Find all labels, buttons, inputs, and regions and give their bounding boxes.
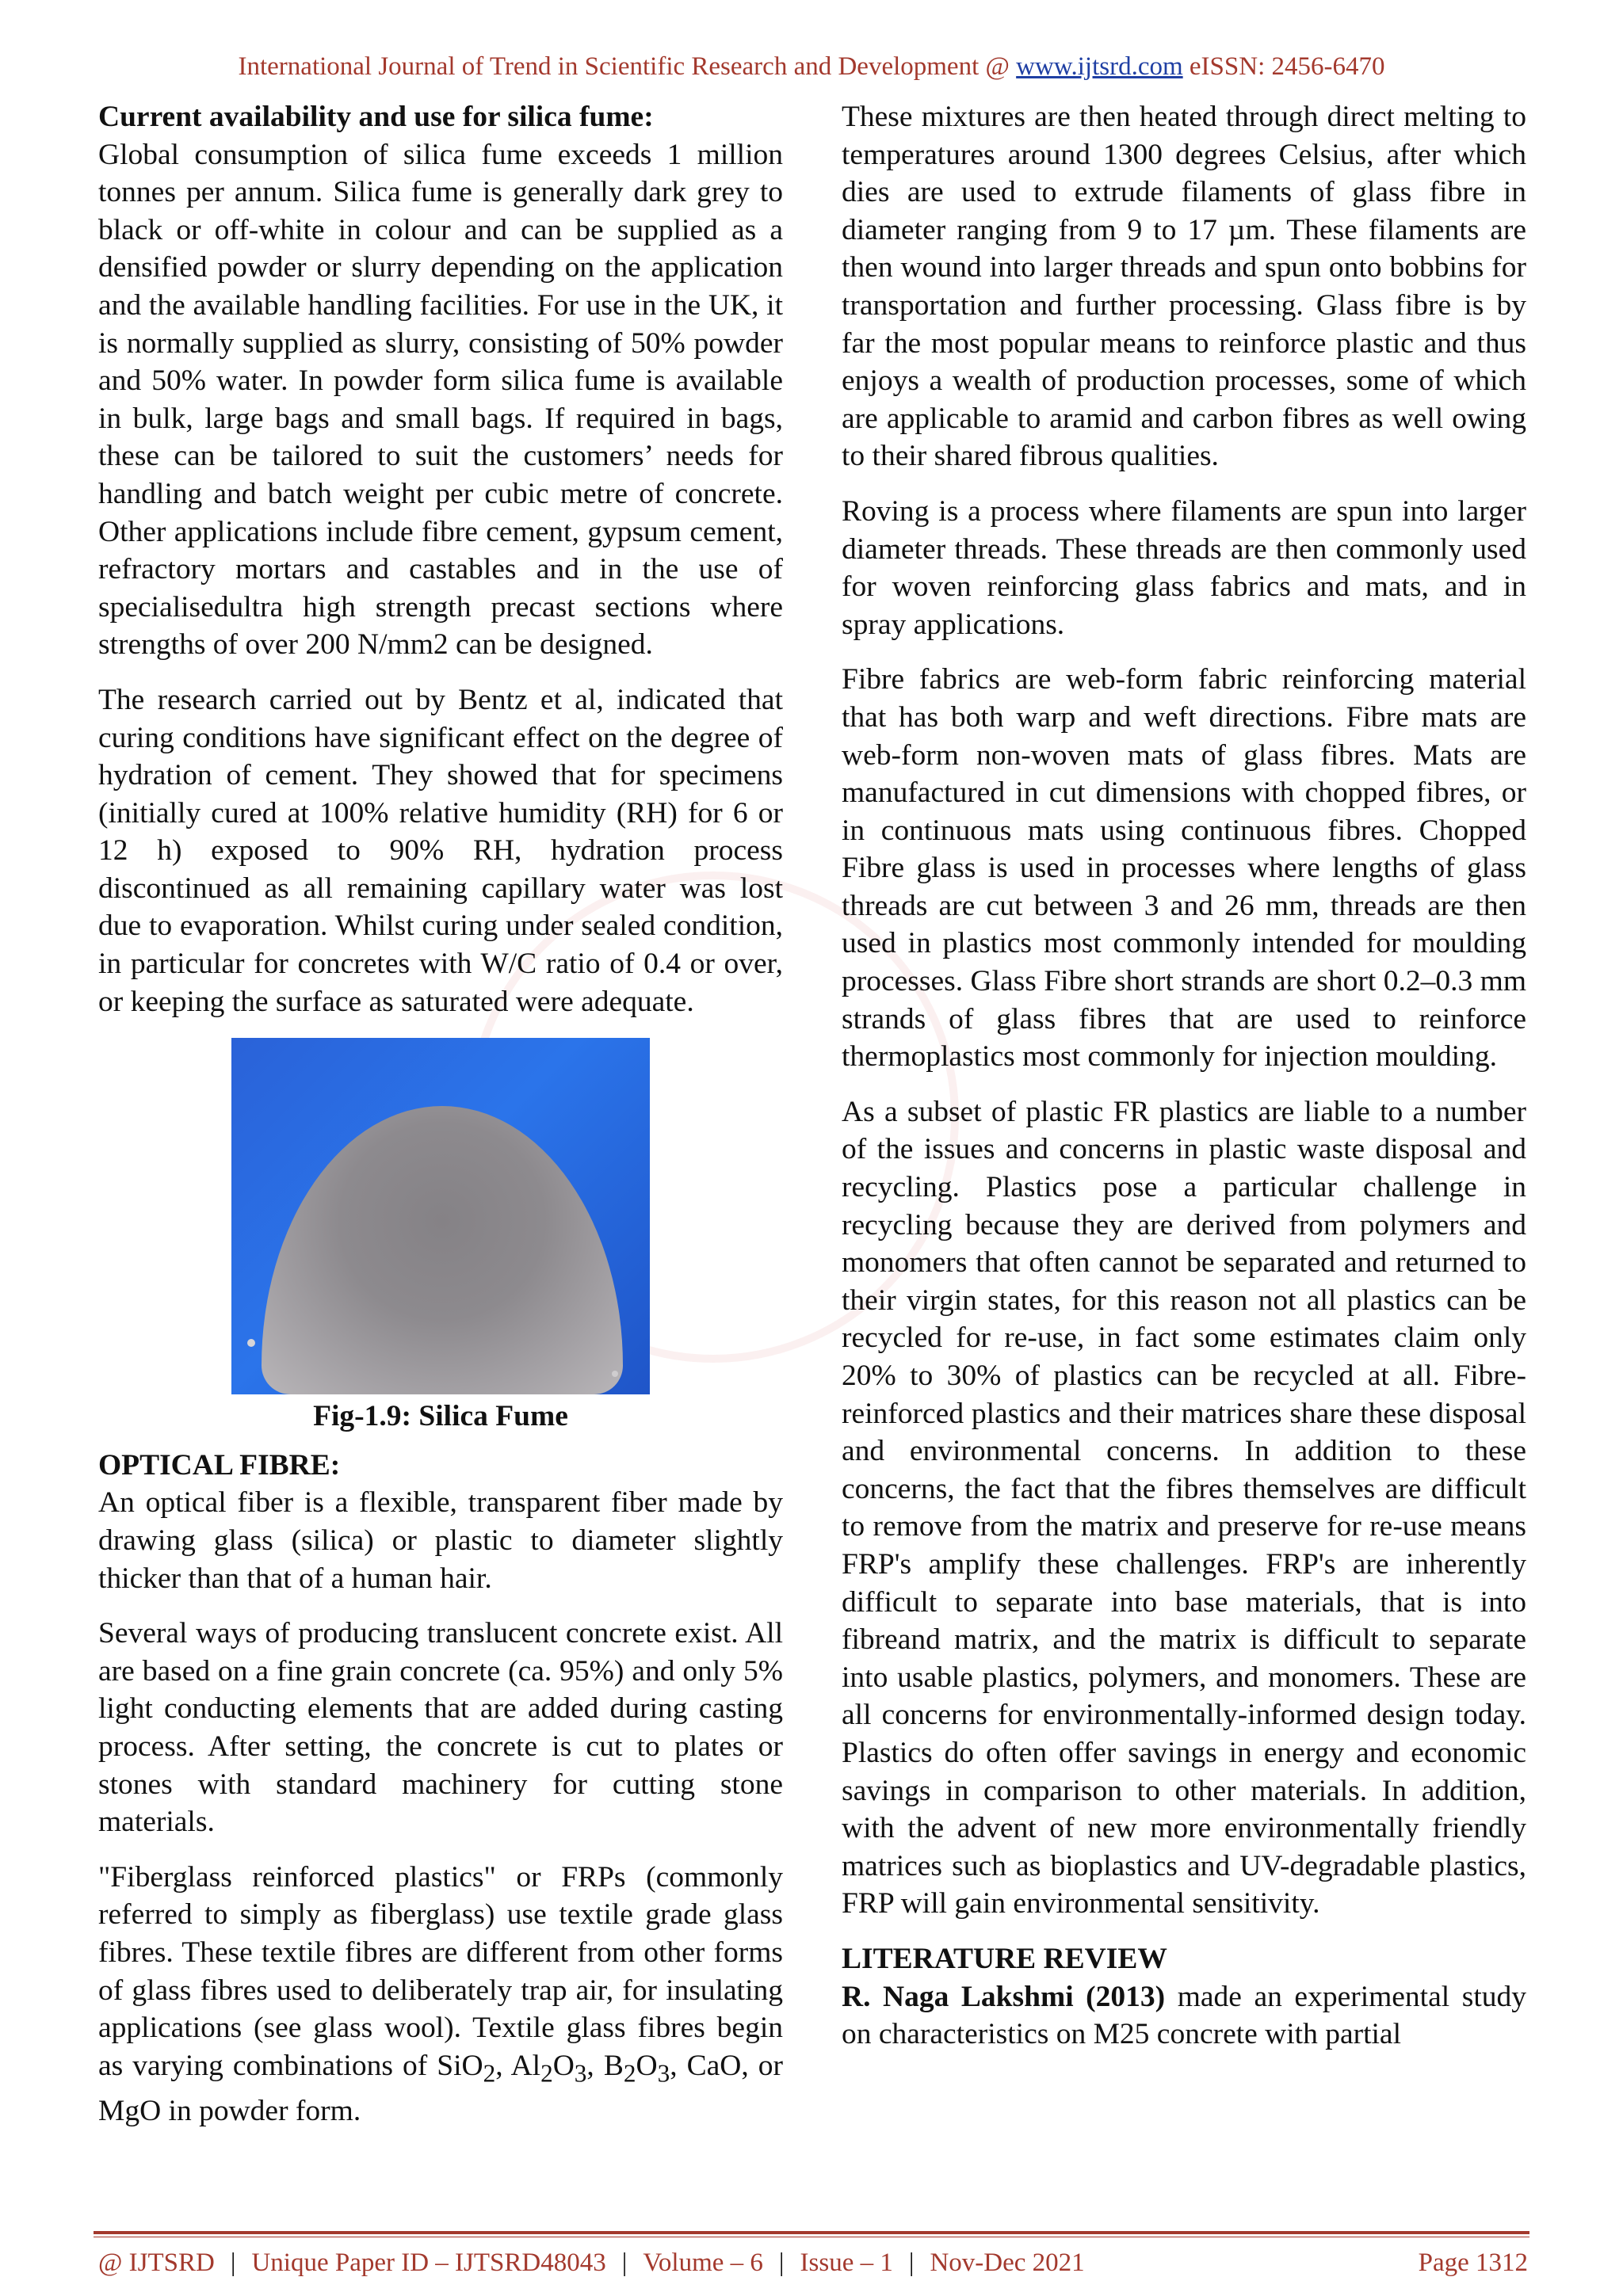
paragraph: These mixtures are then heated through direct melting to temperatures around 1300 degrees Celsius, after which dies are used to extrude filaments of glass fibre in diameter ranging from 9 to 17 µm. These filaments are then wound into larger threads and spun onto bobbins for transportation and further processing. Glass fibre is by far the most popular means to reinforce plastic and thus enjoys a wealth of production processes, some of which are applicable to aramid and carbon fibres as well owing to their shared fibrous qualities.: [842, 101, 1526, 473]
footer-separator: |: [908, 2248, 915, 2277]
paragraph: "Fiberglass reinforced plastics" or FRPs (commonly referred to simply as fiberglass) use textile grade glass fibres. These textile fibres are different from other forms of glass fibres used to deliberately trap air, for insulating applications (see glass wool). Textile glass fibres begin as varying combinations of SiO$_2$, $Al_2O_3$, $B_2O_3$, CaO, or MgO in powder form.: [98, 1860, 784, 2127]
powder-pile: [262, 1106, 623, 1394]
header-journal-name: International Journal of Trend in Scientific Research and Development @: [238, 52, 1017, 81]
header-website-link[interactable]: www.ijtsrd.com: [1016, 52, 1183, 81]
paragraph: R. Naga Lakshmi (2013) made an experimental study on characteristics on M25 concrete with partial: [842, 1980, 1526, 2051]
footer-journal: @ IJTSRD: [98, 2248, 215, 2277]
paragraph: As a subset of plastic FR plastics are liable to a number of the issues and concerns in plastic waste disposal and recycling. Plastics pose a particular challenge in recycling because they are derived from polymers and monomers that often cannot be separated and returned to their virgin states, for this reason not all plastics can be recycled for re-use, in fact some estimates claim only 20% to 30% of plastics can be recycled at all. Fibre-reinforced plastics and their matrices share these disposal and environmental concerns. In addition to these concerns, the fact that the fibres themselves are difficult to remove from the matrix and preserve for re-use means FRP's amplify these challenges. FRP's are inherently difficult to separate into base materials, that is into fibreand matrix, and the matrix is difficult to separate into usable plastics, polymers, and monomers. These are all concerns for environmentally-informed design today. Plastics do often offer savings in energy and economic savings in comparison to other materials. In addition, with the advent of new more environmentally friendly matrices such as bioplastics and UV-degradable plastics, FRP will gain environmental sensitivity.: [842, 1095, 1526, 1920]
left-column: [98, 98, 783, 2147]
footer-issue: Issue – 1: [800, 2248, 893, 2277]
paragraph: The research carried out by Bentz et al, indicated that curing conditions have significant effect on the degree of hydration of cement. They showed that for specimens (initially cured at 100% relative humidity (RH) for 6 or 12 h) exposed to 90% RH, hydration process discontinued as all remaining capillary water was lost due to evaporation. Whilst curing under sealed condition, in particular for concretes with W/C ratio of 0.4 or over, or keeping the surface as saturated were adequate.: [98, 683, 783, 1018]
silica-fume-photo: [231, 1038, 650, 1394]
cited-author: R. Naga Lakshmi (2013): [842, 1980, 1166, 2013]
footer-separator: |: [230, 2248, 236, 2277]
footer-volume: Volume – 6: [643, 2248, 763, 2277]
figure-silica-fume: [98, 1038, 783, 1436]
header-issn: eISSN: 2456-6470: [1182, 52, 1385, 81]
footer-paper-id: Unique Paper ID – IJTSRD48043: [251, 2248, 606, 2277]
footer-separator: |: [778, 2248, 785, 2277]
page-number: Page 1312: [1418, 2248, 1528, 2277]
paragraph: Several ways of producing translucent concrete exist. All are based on a fine grain concrete (ca. 95%) and only 5% light conducting elements that are added during casting process. After setting, the concrete is cut to plates or stones with standard machinery for cutting stone materials.: [98, 1617, 783, 1839]
footer-rule: [94, 2231, 1529, 2234]
running-footer: [98, 2244, 1528, 2282]
section-heading-silica-fume: Current availability and use for silica fume:: [98, 101, 654, 133]
footer-separator: |: [621, 2248, 628, 2277]
paragraph: Roving is a process where filaments are spun into larger diameter threads. These threads are then commonly used for woven reinforcing glass fabrics and mats, and in spray applications.: [842, 494, 1526, 641]
paragraph: Global consumption of silica fume exceeds 1 million tonnes per annum. Silica fume is generally dark grey to black or off-white in colour and can be supplied as a densified powder or slurry depending on the application and the available handling facilities. For use in the UK, it is normally supplied as slurry, consisting of 50% powder and 50% water. In powder form silica fume is available in bulk, large bags and small bags. If required in bags, these can be tailored to suit the customers’ needs for handling and batch weight per cubic metre of concrete. Other applications include fibre cement, gypsum cement, refractory mortars and castables and in the use of specialisedultra high strength precast sections where strengths of over 200 N/mm2 can be designed.: [98, 138, 783, 662]
chemical-formula-list: SiO$_2$, $Al_2O_3$, $B_2O_3$, CaO, or MgO in powder form.: [98, 2049, 784, 2127]
paragraph: Fibre fabrics are web-form fabric reinforcing material that has both warp and weft directions. Fibre mats are web-form non-woven mats of glass fibres. Mats are manufactured in cut dimensions with chopped fibres, or in continuous mats using continuous fibres. Chopped Fibre glass is used in processes where lengths of glass threads are cut between 3 and 26 mm, threads are then used in plastics most commonly intended for moulding processes. Glass Fibre short strands are short 0.2–0.3 mm strands of glass fibres that are used to reinforce thermoplastics most commonly for injection moulding.: [842, 663, 1526, 1074]
footer-date: Nov-Dec 2021: [930, 2248, 1085, 2277]
running-header: [0, 51, 1623, 82]
section-heading-literature-review: LITERATURE REVIEW: [842, 1942, 1167, 1975]
paragraph: An optical fiber is a flexible, transparent fiber made by drawing glass (silica) or plastic to diameter slightly thicker than that of a human hair.: [98, 1486, 783, 1595]
section-heading-optical-fibre: OPTICAL FIBRE:: [98, 1448, 341, 1482]
right-column: [842, 98, 1526, 2071]
figure-caption: Fig-1.9: Silica Fume: [313, 1400, 568, 1433]
